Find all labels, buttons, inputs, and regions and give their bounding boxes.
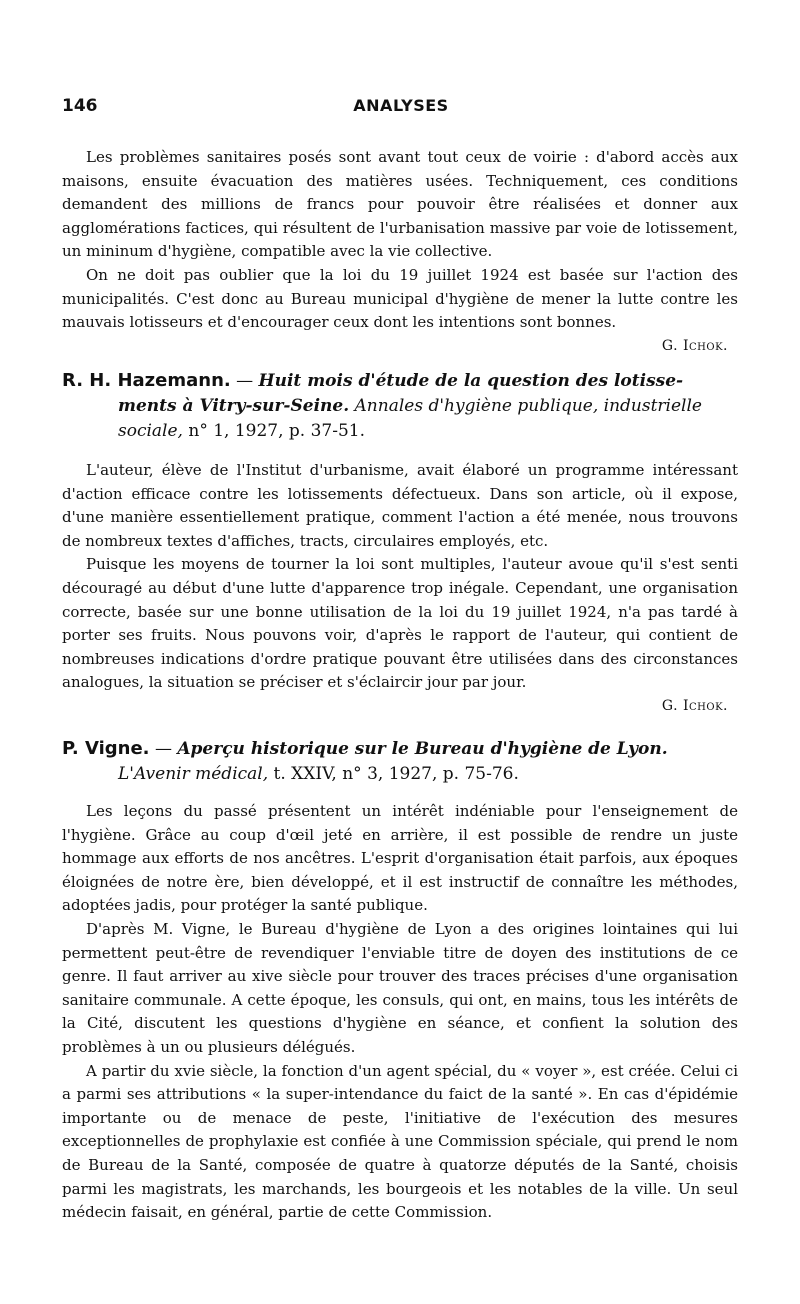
- page-number: 146: [62, 96, 98, 116]
- entry-journal: L'Avenir médical,: [118, 764, 269, 784]
- entry-title-continued: ments à Vitry-sur-Seine.: [118, 396, 350, 416]
- paragraph: Les problèmes sanitaires posés sont avant tout ceux de voirie : d'abord accès aux maisons, ensuite évacuation des matières usées. Techniquement, ces conditions demandent des millions de francs pour pouvoir être réalisées et donner aux agglomérations factices, qui résultent de l'urbanisation massive par voie de lotissement, un mininum d'hygiène, compatible avec la vie collective.: [62, 148, 738, 261]
- page-header: [62, 96, 740, 120]
- running-title: ANALYSES: [353, 96, 449, 115]
- signature: G. Ichok.: [661, 337, 728, 354]
- paragraph: D'après M. Vigne, le Bureau d'hygiène de Lyon a des origines lointaines qui lui permettent peut-être de revendiquer l'enviable titre de doyen des institutions de ce genre. Il faut arriver au xive siècle pour trouver des traces précises d'une organisation sanitaire communale. A cette époque, les consuls, qui ont, en mains, tous les intérêts de la Cité, discutent les questions d'hygiène en séance, et confient la solution des problèmes à un ou plusieurs délégués.: [62, 919, 738, 1056]
- section-continuation: [62, 146, 738, 358]
- entry-journal: Annales d'hygiène publique, industrielle: [354, 396, 702, 416]
- entry-dash: —: [236, 371, 254, 391]
- entry-dash: —: [154, 739, 172, 759]
- entry-author: P. Vigne.: [62, 738, 150, 759]
- entry-reference: n° 1, 1927, p. 37-51.: [188, 421, 366, 441]
- entry-heading-vigne: [62, 736, 738, 787]
- entry-journal-continued: sociale,: [118, 421, 183, 441]
- paragraph: Puisque les moyens de tourner la loi sont multiples, l'auteur avoue qu'il s'est senti découragé au début d'une lutte d'apparence trop inégale. Cependant, une organisation correcte, basée sur une bonne utilisation de la loi du 19 juillet 1924, n'a pas tardé à porter ses fruits. Nous pouvons voir, d'après le rapport de l'auteur, qui contient de nombreuses indications d'ordre pratique pouvant être utilisées dans des circonstances analogues, la situation se préciser et s'éclaircir jour par jour.: [62, 555, 738, 692]
- entry-title: Aperçu historique sur le Bureau d'hygiène de Lyon.: [177, 739, 668, 759]
- entry-title: Huit mois d'étude de la question des lotisse-: [258, 371, 684, 391]
- entry-body-hazemann: [62, 459, 738, 719]
- paragraph: A partir du xvie siècle, la fonction d'un agent spécial, du « voyer », est créée. Celui ci a parmi ses attributions « la super-intendance du faict de la santé ». En cas d'épidémie importante ou de menace de peste, l'initiative de l'exécution des mesures exceptionnelles de prophylaxie est confiée à une Commission spéciale, qui prend le nom de Bureau de la Santé, composée de quatre à quatorze députés de la Santé, choisis parmi les magistrats, les marchands, les bourgeois et les notables de la ville. Un seul médecin faisait, en général, partie de cette Commission.: [62, 1061, 738, 1222]
- entry-reference: t. XXIV, n° 3, 1927, p. 75-76.: [273, 764, 519, 784]
- paragraph: On ne doit pas oublier que la loi du 19 juillet 1924 est basée sur l'action des municipalités. C'est donc au Bureau municipal d'hygiène de mener la lutte contre les mauvais lotisseurs et d'encourager ceux dont les intentions sont bonnes.: [62, 265, 738, 332]
- entry-author: R. H. Hazemann.: [62, 370, 231, 391]
- paragraph: L'auteur, élève de l'Institut d'urbanisme, avait élaboré un programme intéressant d'action efficace contre les lotissements défectueux. Dans son article, où il expose, d'une manière essentiellement pratique, comment l'action a été menée, nous trouvons de nombreux textes d'affiches, tracts, circulaires employés, etc.: [62, 461, 738, 550]
- paragraph: Les leçons du passé présentent un intérêt indéniable pour l'enseignement de l'hygiène. Grâce au coup d'œil jeté en arrière, il est possible de rendre un juste hommage aux efforts de nos ancêtres. L'esprit d'organisation était parfois, aux époques éloignées de notre ère, bien développé, et il est instructif de connaître les méthodes, adoptées jadis, pour protéger la santé publique.: [62, 802, 738, 915]
- entry-heading-hazemann: [62, 368, 738, 444]
- entry-body-vigne: [62, 800, 738, 1225]
- signature: G. Ichok.: [661, 697, 728, 714]
